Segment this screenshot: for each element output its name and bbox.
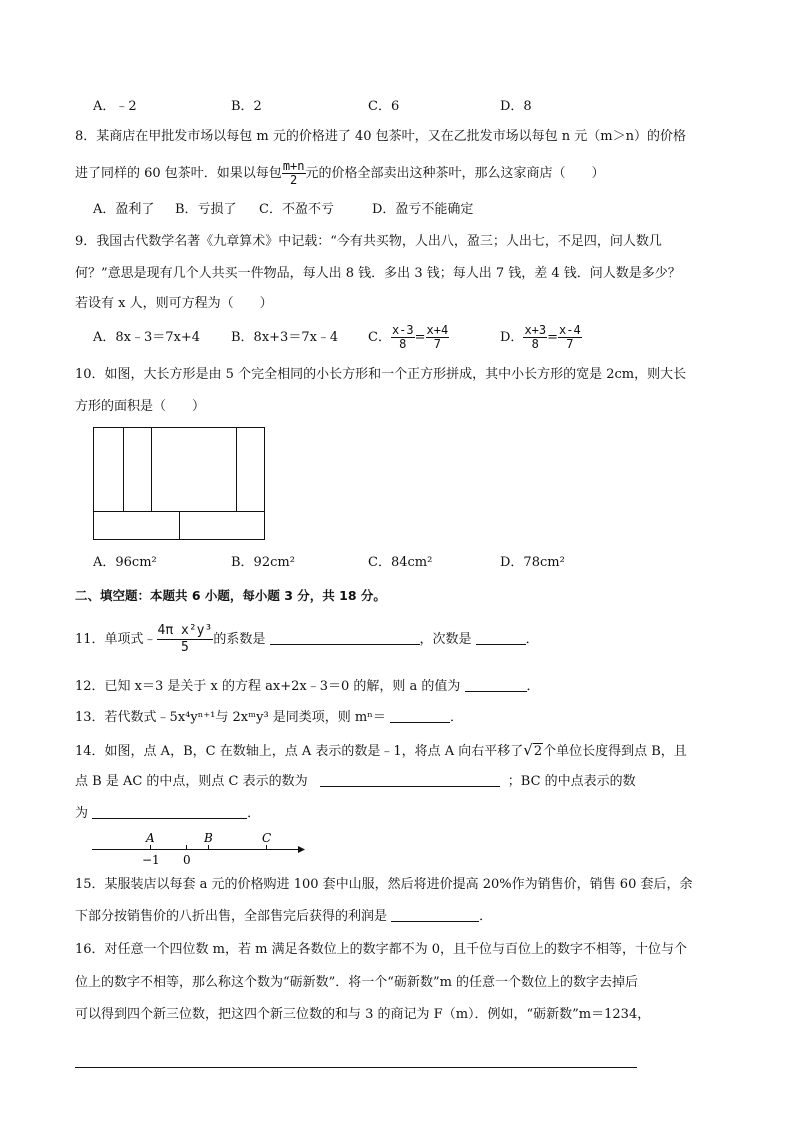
q11-frac-num: 4π x²y³: [157, 623, 213, 638]
q14-line2: [75, 772, 636, 792]
q9-line1: 9．我国古代数学名著《九章算术》中记载：“今有共买物，人出八，盈三；人出七，不足四，问人数几: [75, 234, 662, 249]
q9-option-c-label: C．: [368, 330, 391, 345]
q14-number-line: [90, 828, 310, 868]
q9-option-b: B．8x+3＝7x﹣4: [231, 330, 339, 345]
q15-line2: [75, 907, 492, 927]
q10-line1: 10．如图，大长方形是由 5 个完全相同的小长方形和一个正方形拼成，其中小长方形的宽是 2cm，则大长: [75, 367, 687, 382]
q7-option-a: A．﹣2: [93, 99, 137, 114]
q16-line2: 位上的数字不相等，那么称这个数为“砺新数”．将一个“砺新数”m 的任意一个数位上的数字去掉后: [75, 975, 639, 990]
label-zero: 0: [183, 853, 191, 867]
q10-option-a: A．96cm²: [93, 555, 157, 570]
q8-line2-post: 元的价格全部卖出这种茶叶，那么这家商店（ ）: [305, 166, 605, 181]
q11-frac-den: 5: [181, 640, 189, 655]
q15-line2-text: 下部分按销售价的八折出售，全部售完后获得的利润是: [75, 909, 388, 924]
q11-line: [75, 620, 539, 660]
q9-option-d: [500, 322, 582, 354]
q8-line2: [75, 160, 605, 187]
q13-line: [75, 708, 463, 728]
q16-line1: 16．对任意一个四位数 m，若 m 满足各数位上的数字都不为 0，且千位与百位上的数字不相等，十位与个: [75, 942, 687, 957]
q8-line1: 8．某商店在甲批发市场以每包 m 元的价格进了 40 包茶叶，又在乙批发市场以每包 n 元（m＞n）的价格: [75, 129, 687, 144]
q10-rectangle-figure: [92, 426, 266, 542]
q11-degree-blank[interactable]: [476, 630, 526, 645]
q8-fraction: [282, 160, 306, 187]
section2-heading: 二、填空题：本题共 6 小题，每小题 3 分，共 18 分。: [75, 588, 386, 603]
q14-line1-pre: 14．如图，点 A，B，C 在数轴上，点 A 表示的数是﹣1，将点 A 向右平移了: [75, 744, 524, 759]
q9-c-eq: =: [414, 330, 426, 345]
q8-frac-den: 2: [290, 173, 298, 187]
q9-c-den1: 8: [399, 337, 407, 351]
q16-line3: 可以得到四个新三位数，把这四个新三位数的和与 3 的商记为 F（m）．例如，“砺新数”m＝1234，: [75, 1007, 651, 1022]
label-point-b: B: [204, 831, 213, 845]
q8-option-b: B．亏损了: [175, 202, 237, 217]
q12-end: ．: [526, 679, 540, 694]
q9-option-d-label: D．: [500, 330, 524, 345]
q13-end: ．: [450, 710, 464, 725]
label-minus-one: −1: [142, 853, 160, 867]
q9-option-c: [368, 322, 449, 354]
q11-coefficient-blank[interactable]: [270, 630, 420, 645]
q14-line3: [75, 804, 260, 824]
q12-answer-blank[interactable]: [465, 677, 527, 692]
q8-frac-num: m+n: [282, 159, 305, 173]
number-line-arrow-icon: [298, 846, 305, 853]
q11-mid: 的系数是: [213, 632, 266, 647]
q9-c-num2: x+4: [426, 323, 449, 337]
q8-line2-pre: 进了同样的 60 包茶叶．如果以每包: [75, 166, 282, 181]
q10-option-c: C．84cm²: [368, 555, 433, 570]
q9-d-frac1: [523, 324, 547, 351]
q9-d-frac2: [558, 324, 582, 351]
q11-fraction: [157, 623, 214, 656]
q14-line2-pre: 点 B 是 AC 的中点，则点 C 表示的数为: [75, 774, 308, 789]
q8-option-a: A．盈利了: [93, 202, 155, 217]
label-point-a: A: [146, 831, 155, 845]
q10-line2: 方形的面积是（ ）: [75, 399, 206, 414]
q14-line2-post: ；BC 的中点表示的数: [507, 774, 636, 789]
q14-point-c-blank[interactable]: [320, 772, 500, 787]
q15-end: ．: [479, 909, 493, 924]
q10-option-b: B．92cm²: [231, 555, 295, 570]
q8-option-d: D．盈亏不能确定: [372, 202, 474, 217]
q9-d-den2: 7: [566, 337, 574, 351]
q9-d-num2: x-4: [559, 323, 581, 337]
q9-c-den2: 7: [433, 337, 441, 351]
q13-answer-blank[interactable]: [390, 708, 450, 723]
q7-option-d: D．8: [500, 99, 532, 114]
q9-d-num1: x+3: [524, 323, 547, 337]
q14-line3-end: ．: [247, 806, 261, 821]
q9-c-frac1: [391, 324, 415, 351]
q13-text: 13．若代数式﹣5x⁴yⁿ⁺¹与 2xᵐy³ 是同类项，则 mⁿ＝: [75, 710, 386, 725]
sqrt-symbol: √: [523, 741, 533, 759]
label-point-c: C: [262, 831, 272, 845]
q9-d-eq: =: [547, 330, 559, 345]
q14-line3-pre: 为: [75, 806, 89, 821]
q11-mid2: ，次数是: [419, 632, 472, 647]
q15-profit-blank[interactable]: [391, 907, 479, 922]
q9-c-frac2: [426, 324, 450, 351]
q14-line1-post: 个单位长度得到点 B，且: [543, 744, 687, 759]
q9-d-den1: 8: [531, 337, 539, 351]
q14-midpoint-blank[interactable]: [92, 804, 247, 819]
q12-line: [75, 677, 540, 697]
footer-rule: [75, 1067, 637, 1068]
q9-line2: 何？”意思是现有几个人共买一件物品，每人出 8 钱．多出 3 钱；每人出 7 钱，差 4 钱．问人数是多少？: [75, 266, 681, 281]
q12-text: 12．已知 x＝3 是关于 x 的方程 ax+2x﹣3＝0 的解，则 a 的值为: [75, 679, 461, 694]
q9-line3: 若设有 x 人，则可方程为（ ）: [75, 296, 273, 311]
q11-pre: 11．单项式﹣: [75, 632, 157, 647]
q14-sqrt-radicand: 2: [533, 744, 543, 759]
q9-c-num1: x-3: [391, 323, 414, 337]
q15-line1: 15．某服装店以每套 a 元的价格购进 100 套中山服，然后将进价提高 20%作为销售价，销售 60 套后，余: [75, 877, 693, 892]
q8-option-c: C．不盈不亏: [259, 202, 334, 217]
q9-option-a: A．8x﹣3＝7x+4: [93, 330, 201, 345]
q11-end: ．: [525, 632, 539, 647]
q7-option-b: B．2: [231, 99, 262, 114]
q10-option-d: D．78cm²: [500, 555, 565, 570]
q7-option-c: C．6: [368, 99, 400, 114]
q14-line1: [75, 740, 687, 762]
